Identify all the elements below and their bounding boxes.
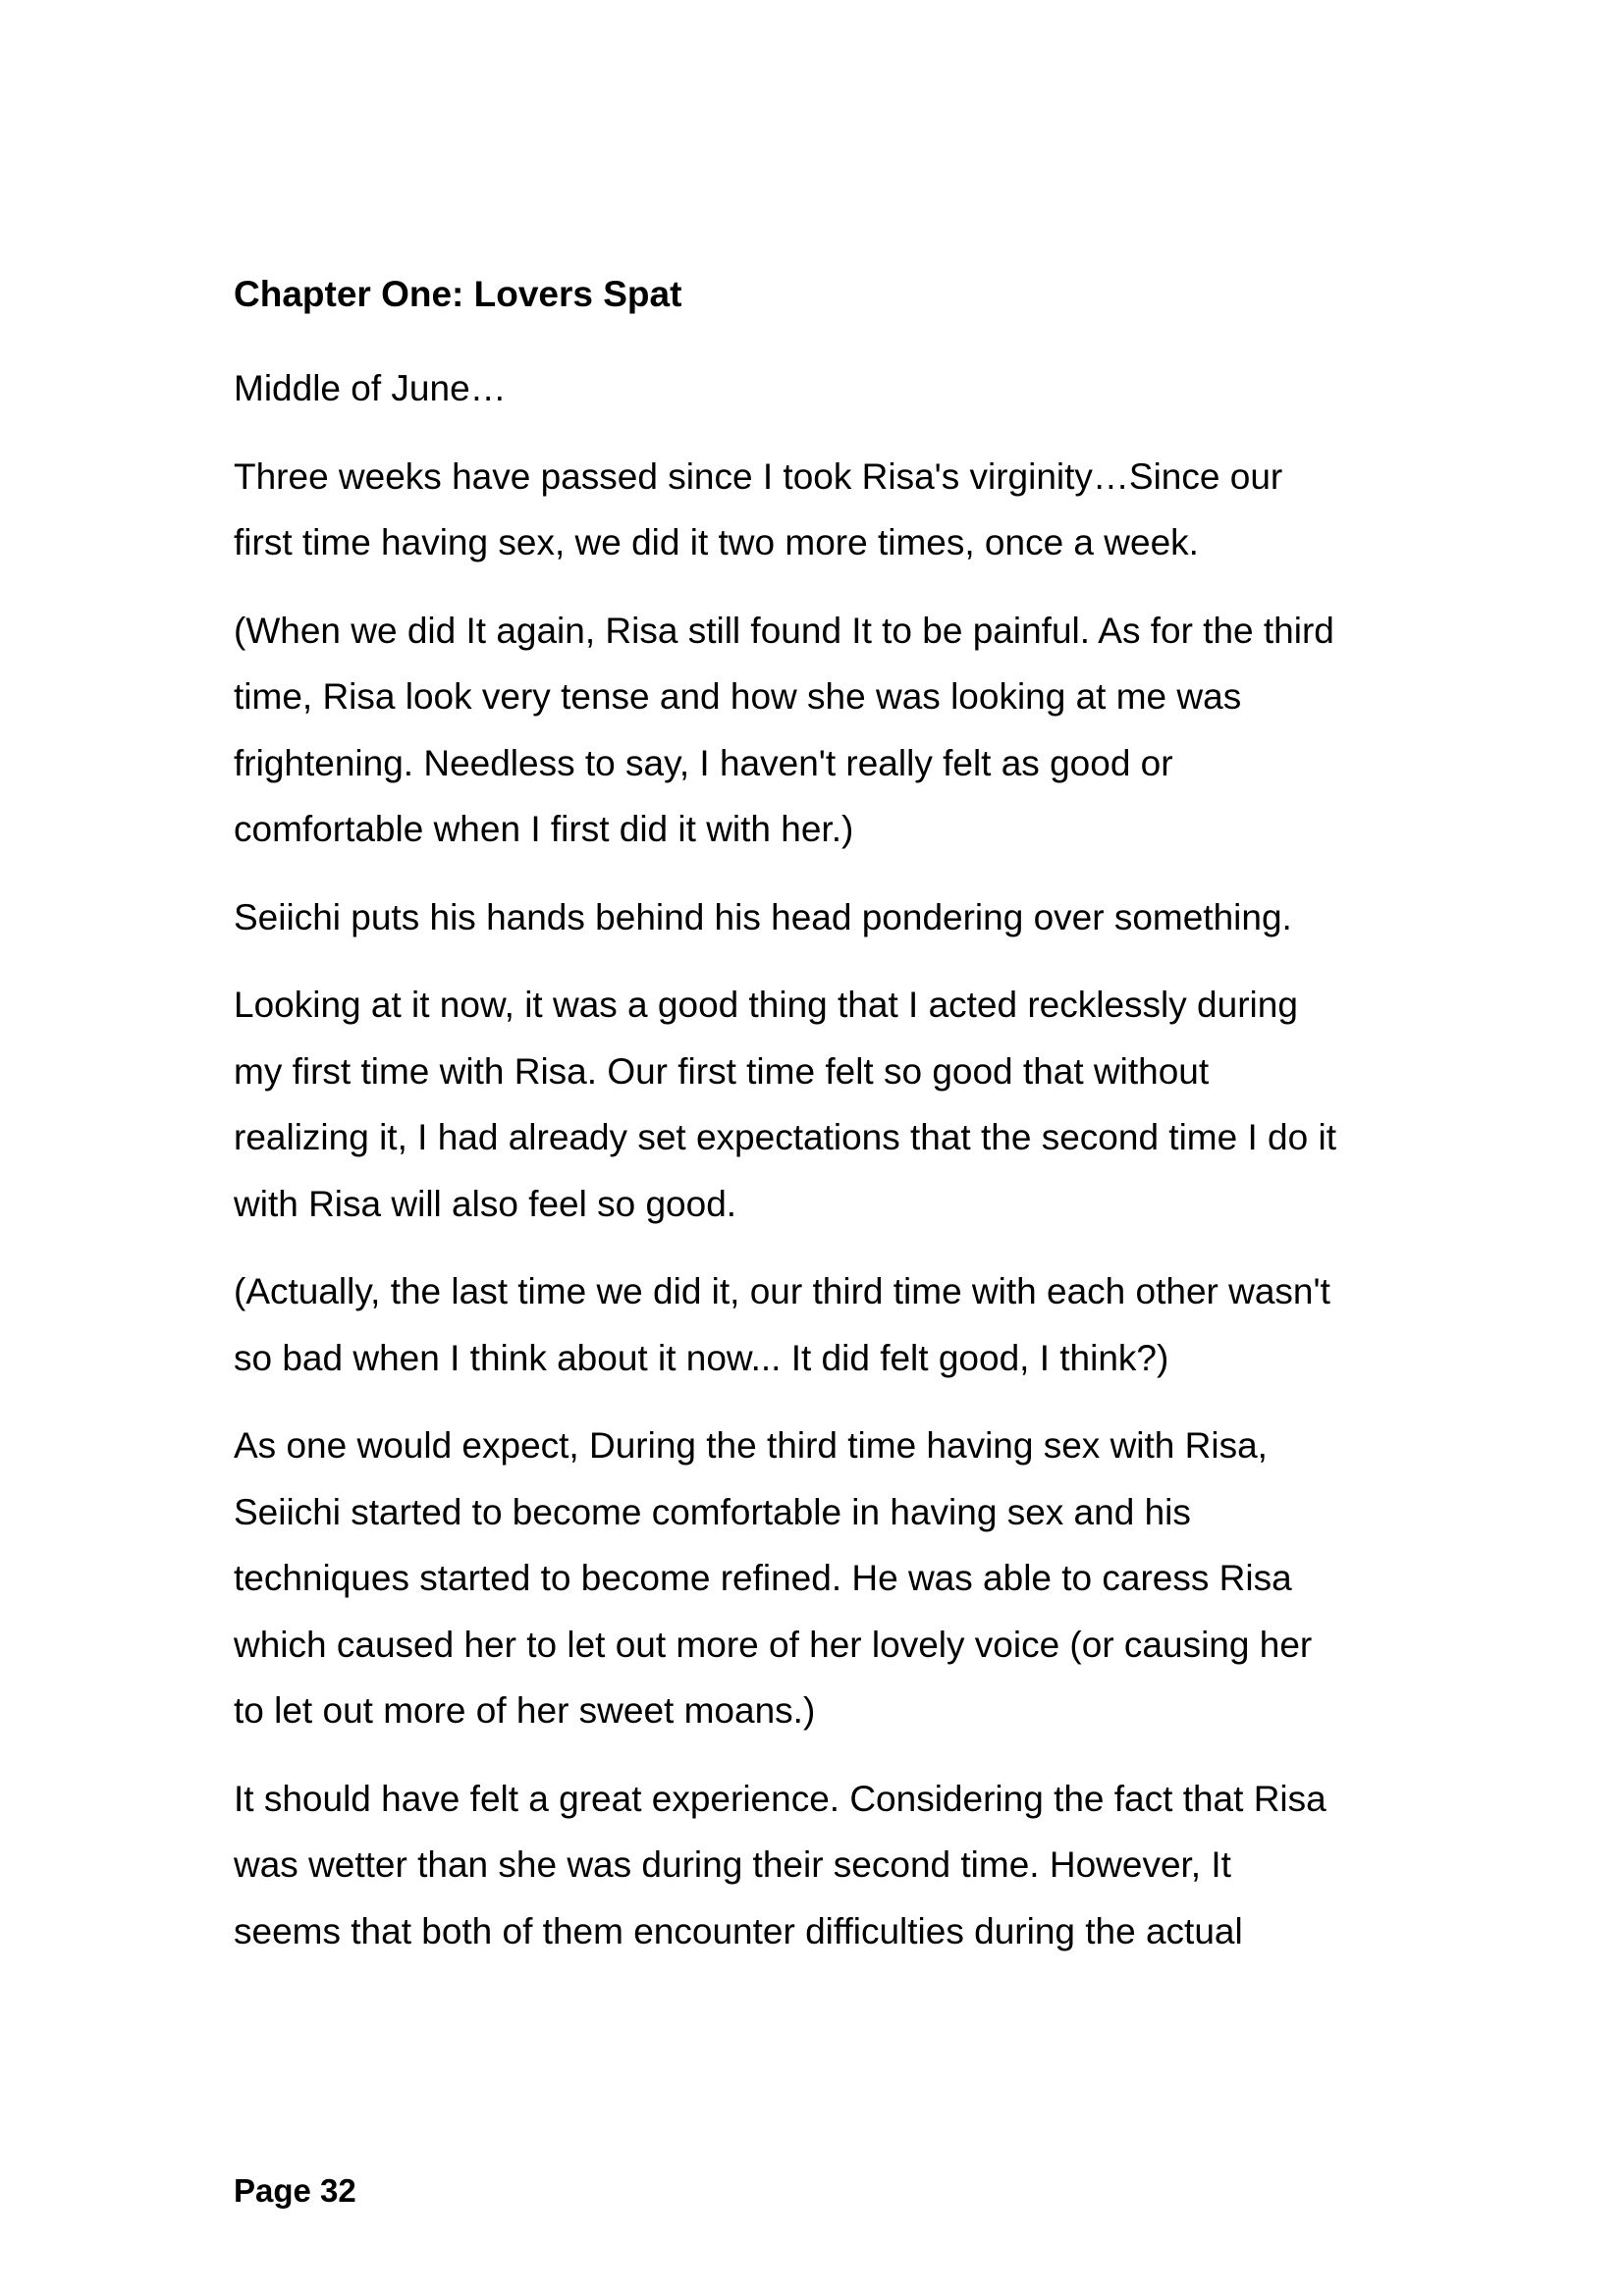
text-line: was wetter than she was during their second time. However, It — [234, 1844, 1231, 1885]
text-line: Seiichi puts his hands behind his head pondering over something. — [234, 896, 1292, 937]
paragraph — [234, 1766, 1412, 1965]
text-line: frightening. Needless to say, I haven't really felt as good or — [234, 742, 1173, 783]
text-line: As one would expect, During the third time having sex with Risa, — [234, 1425, 1268, 1466]
text-line: time, Risa look very tense and how she was looking at me was — [234, 676, 1242, 717]
text-line: so bad when I think about it now... It did felt good, I think?) — [234, 1337, 1169, 1378]
text-line: Middle of June… — [234, 368, 507, 408]
text-line: Three weeks have passed since I took Risa's virginity…Since our — [234, 455, 1283, 497]
text-line: It should have felt a great experience. Considering the fact that Risa — [234, 1778, 1326, 1819]
paragraph — [234, 1258, 1412, 1391]
text-line: techniques started to become refined. He was able to caress Risa — [234, 1558, 1292, 1598]
text-line: Looking at it now, it was a good thing that I acted recklessly during — [234, 985, 1298, 1025]
paragraph — [234, 972, 1412, 1237]
paragraph — [234, 598, 1412, 863]
text-line: comfortable when I first did it with her.) — [234, 809, 854, 849]
paragraph — [234, 884, 1412, 951]
page-number: Page 32 — [234, 2172, 356, 2209]
text-line: to let out more of her sweet moans.) — [234, 1690, 816, 1731]
paragraph — [234, 1413, 1412, 1744]
text-line: my first time with Risa. Our first time felt so good that without — [234, 1050, 1210, 1092]
text-line: seems that both of them encounter difficulties during the actual — [234, 1910, 1243, 1951]
paragraph-list — [234, 355, 1412, 1964]
text-line: which caused her to let out more of her lovely voice (or causing her — [234, 1624, 1313, 1665]
text-line: Seiichi started to become comfortable in having sex and his — [234, 1491, 1191, 1532]
body-text — [234, 267, 1412, 1986]
text-line: realizing it, I had already set expectations that the second time I do it — [234, 1117, 1336, 1157]
paragraph — [234, 444, 1412, 576]
text-line: with Risa will also feel so good. — [234, 1183, 737, 1224]
text-line: (Actually, the last time we did it, our third time with each other wasn't — [234, 1271, 1330, 1311]
text-line: (When we did It again, Risa still found It to be painful. As for the third — [234, 610, 1334, 651]
text-line: first time having sex, we did it two more times, once a week. — [234, 522, 1199, 562]
paragraph — [234, 355, 1412, 422]
chapter-title: Chapter One: Lovers Spat — [234, 274, 682, 314]
